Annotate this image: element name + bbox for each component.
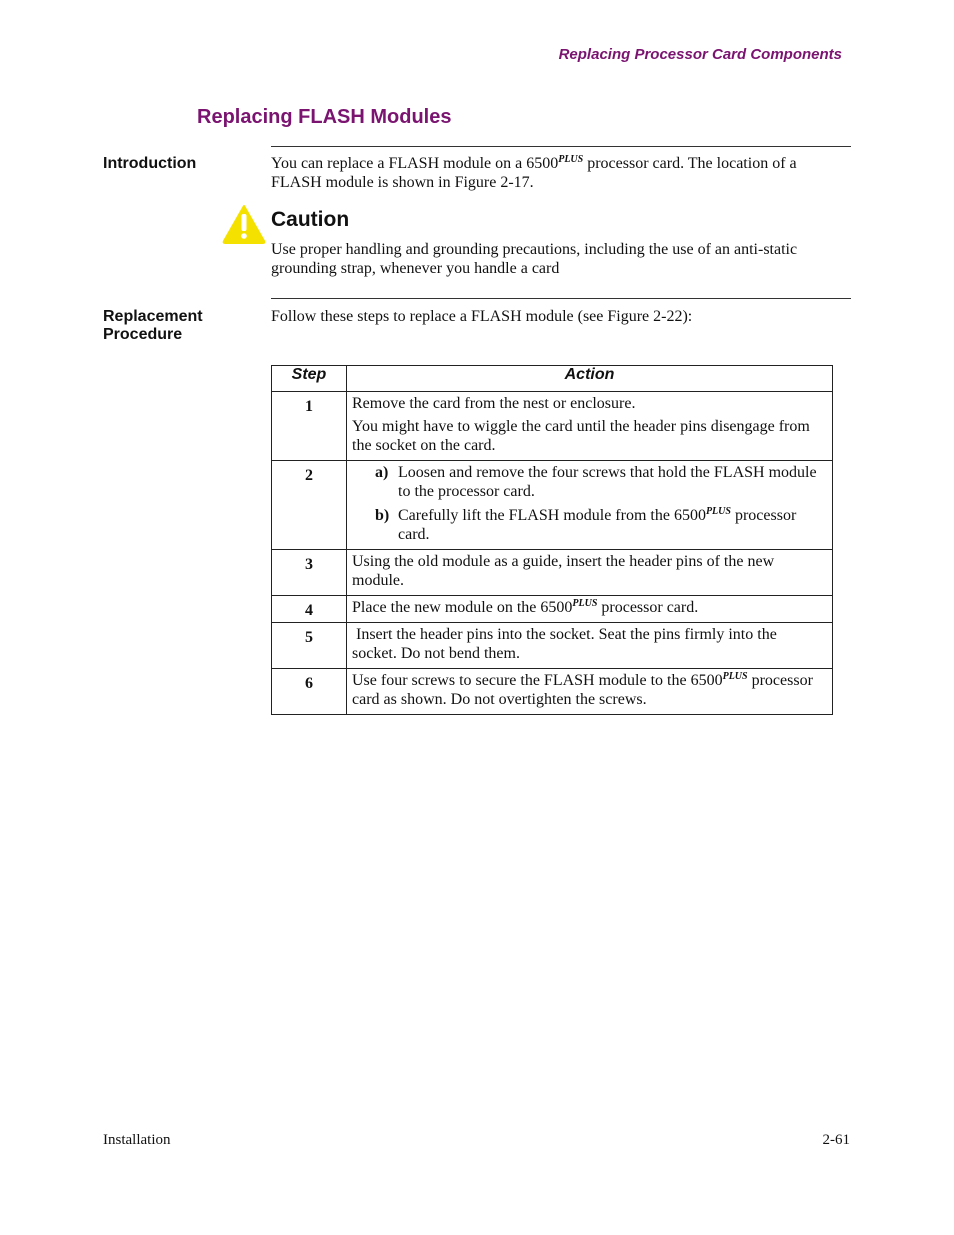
- step-action: [347, 461, 833, 550]
- step-number: 4: [272, 596, 347, 623]
- step-number: 3: [272, 550, 347, 596]
- table-row: [272, 461, 833, 550]
- table-row: [272, 623, 833, 669]
- step-action: Insert the header pins into the socket. Seat the pins firmly into the socket. Do not bend them.: [347, 623, 833, 669]
- footer-page-number: 2-61: [822, 1132, 850, 1148]
- step-number: 1: [272, 392, 347, 461]
- step-number: 5: [272, 623, 347, 669]
- caution-text: Use proper handling and grounding precautions, including the use of an anti-static grounding strap, whenever you handle a card: [271, 241, 798, 277]
- step-number: 2: [272, 461, 347, 550]
- introduction-text: You can replace a FLASH module on a $6500^{PLUS}$ processor card. The location of a FLASH module is shown in Figure 2-17.: [271, 154, 797, 191]
- step-action: Place the new module on the $6500^{PLUS}$ processor card.: [347, 596, 833, 623]
- plus-superscript: PLUS: [705, 506, 731, 517]
- replacement-procedure-heading: Replacement Procedure: [103, 308, 203, 343]
- step-action: Remove the card from the nest or enclosure. You might have to wiggle the card until the header pins disengage from the socket on the card.: [347, 392, 833, 461]
- sub-step-a: a) Loosen and remove the four screws that hold the FLASH module to the processor card.: [375, 464, 817, 500]
- sub-step-b: b) Carefully lift the FLASH module from the $6500^{PLUS}$ processor card.: [375, 506, 797, 543]
- column-header-action: Action: [347, 366, 833, 392]
- plus-superscript: PLUS: [558, 154, 584, 165]
- column-header-step: Step: [272, 366, 347, 392]
- plus-superscript: PLUS: [722, 671, 748, 682]
- table-row: [272, 550, 833, 596]
- procedure-steps-table: [271, 365, 833, 715]
- divider: [271, 146, 851, 147]
- table-header-row: [272, 366, 833, 392]
- plus-superscript: PLUS: [572, 598, 598, 609]
- warning-triangle-icon: [222, 204, 266, 244]
- footer-chapter: Installation: [103, 1132, 171, 1148]
- step-action: Using the old module as a guide, insert the header pins of the new module.: [347, 550, 833, 596]
- divider: [271, 298, 851, 299]
- step-number: 6: [272, 669, 347, 715]
- procedure-intro: Follow these steps to replace a FLASH module (see Figure 2-22):: [271, 308, 693, 325]
- introduction-heading: Introduction: [103, 155, 197, 172]
- table-row: [272, 392, 833, 461]
- section-title: Replacing FLASH Modules: [197, 106, 452, 128]
- table-row: [272, 596, 833, 623]
- table-row: [272, 669, 833, 715]
- step-action: Use four screws to secure the FLASH module to the $6500^{PLUS}$ processor card as shown. Do not overtighten the screws.: [347, 669, 833, 715]
- running-header: Replacing Processor Card Components: [558, 46, 842, 63]
- caution-title: Caution: [271, 208, 350, 231]
